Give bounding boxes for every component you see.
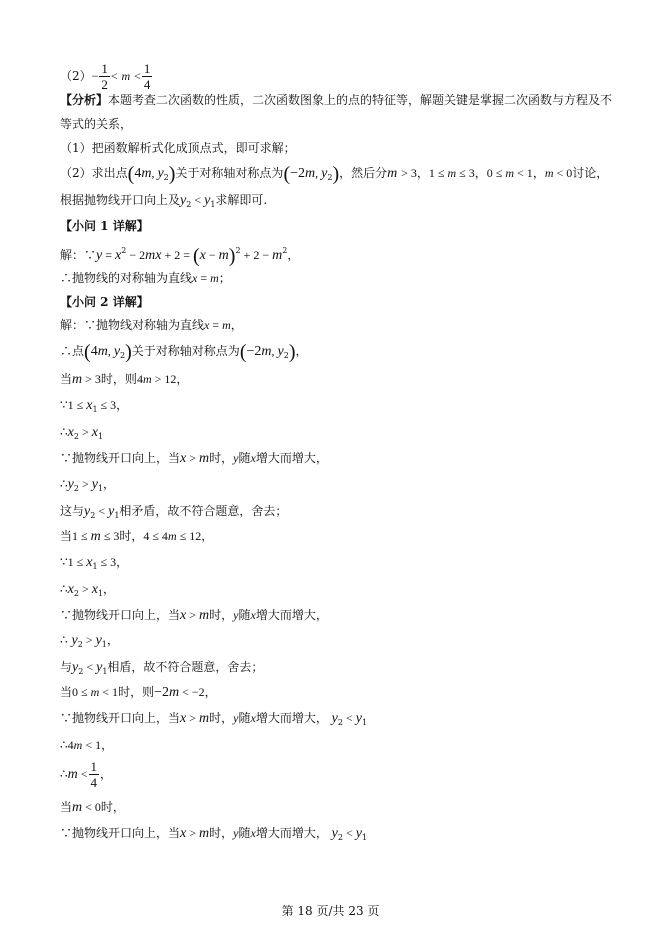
text: 增大而增大， bbox=[255, 711, 328, 725]
label: （2） bbox=[60, 69, 92, 83]
case-3-result: ∴m < $\frac{1}{4}$ ， bbox=[60, 759, 113, 790]
text: ∵抛物线开口向上，当 bbox=[60, 826, 181, 840]
case-2-since: ∵1 ≤ $x_1 \le 3$， bbox=[60, 555, 129, 571]
heading: 【小问 2 详解】 bbox=[60, 295, 149, 309]
text: 随 bbox=[238, 451, 251, 465]
case-1-contradiction: 这与$y_2 < y_1$相矛盾，故不符合题意，舍去； bbox=[60, 504, 288, 520]
text: 与 bbox=[60, 660, 73, 674]
text: 解：∵ bbox=[60, 248, 97, 262]
text: 随 bbox=[238, 608, 251, 622]
text: ∴ bbox=[60, 582, 68, 596]
text: 根据抛物线开口向上及 bbox=[60, 193, 181, 207]
axis-line: ∴抛物线的对称轴为直线x = m； bbox=[60, 271, 231, 285]
text: ∴ bbox=[60, 633, 68, 647]
text: 当 bbox=[60, 800, 73, 814]
case-2-line: 当1 ≤ m ≤ 3时，4 ≤ 4m ≤ 12， bbox=[60, 529, 214, 544]
case-1-line: 当m > 3时，则4m > 12， bbox=[60, 372, 189, 387]
text: 关于对称轴对称点为 bbox=[131, 344, 240, 358]
text: 时， bbox=[100, 800, 125, 814]
text: 时， bbox=[209, 711, 234, 725]
analysis-heading: 【分析】 bbox=[60, 93, 109, 107]
q1-solution: 解：∵y = $x^2 - 2mx + 2 = (x - m)^2 + 2 - m^2$， bbox=[60, 245, 300, 267]
symmetric-point: ∴点(4m, $y_2$)关于对称轴对称点为(−2m, $y_2$)， bbox=[60, 341, 308, 363]
case-4-opens-up: ∵抛物线开口向上，当x > m时，y随x增大而增大， $y_2 < y_1$ bbox=[60, 826, 368, 842]
text: ∵抛物线开口向上，当 bbox=[60, 451, 181, 465]
text: 解：∵抛物线对称轴为直线 bbox=[60, 318, 205, 332]
case-3-line: 当0 ≤ m < 1时，则−2m < −2， bbox=[60, 685, 217, 700]
text: ∴ bbox=[60, 477, 68, 491]
case-2-opens-up: ∵抛物线开口向上，当x > m时，y随x增大而增大， bbox=[60, 608, 328, 623]
text: ∴ bbox=[60, 767, 68, 781]
answer-range: （2）− $\frac{1}{2}$ < m < $\frac{1}{4}$ bbox=[60, 61, 151, 92]
q2-solution: 解：∵抛物线对称轴为直线x = m， bbox=[60, 318, 243, 332]
text: ∴点 bbox=[60, 344, 85, 358]
text: 时， bbox=[209, 451, 234, 465]
text: 这与 bbox=[60, 504, 85, 518]
text: ∵ bbox=[60, 398, 68, 412]
text: 相盾，故不符合题意，舍去； bbox=[107, 660, 264, 674]
case-2-contradiction: 与$y_2 < y_1$相盾，故不符合题意，舍去； bbox=[60, 660, 264, 676]
step-1 bbox=[60, 141, 296, 155]
text: 时， bbox=[119, 529, 144, 543]
text: ∴抛物线的对称轴为直线 bbox=[60, 271, 193, 285]
text: 等式的关系， bbox=[60, 117, 133, 131]
text: 本题考查二次函数的性质，二次函数图象上的点的特征等，解题关键是掌握二次函数与方程及不 bbox=[108, 93, 613, 107]
text: ，然后分 bbox=[339, 166, 388, 180]
case-1-result: $\therefore y_2 > y_1$， bbox=[60, 477, 116, 493]
text: 当 bbox=[60, 529, 73, 543]
analysis-line-2 bbox=[60, 117, 132, 131]
text: 增大而增大， bbox=[255, 608, 328, 622]
text: 时，则 bbox=[100, 372, 137, 386]
page-footer: 第 18 页/共 23 页 bbox=[281, 904, 380, 918]
text: ∵ bbox=[60, 555, 68, 569]
step-2: （2）求出点(4m, $y_2$)关于对称轴对称点为(−2m, $y_2$)，然后分m > 3，1 ≤ m ≤ 3，0 ≤ m < 1，m < 0讨论， bbox=[60, 163, 609, 185]
case-1-opens-up: ∵抛物线开口向上，当x > m时，y随x增大而增大， bbox=[60, 451, 328, 466]
analysis-line-1 bbox=[60, 93, 612, 107]
case-3-therefore: ∴4m < 1， bbox=[60, 738, 114, 752]
text: 时， bbox=[209, 608, 234, 622]
text: 时， bbox=[209, 826, 234, 840]
text: ∴ bbox=[60, 738, 68, 752]
text: 增大而增大， bbox=[255, 826, 328, 840]
case-4-line: 当m < 0时， bbox=[60, 800, 125, 815]
q1-heading bbox=[60, 219, 149, 233]
q2-heading bbox=[60, 295, 149, 309]
text: 相矛盾，故不符合题意，舍去； bbox=[119, 504, 288, 518]
case-1-since: ∵1 ≤ $x_1 \le 3$， bbox=[60, 398, 129, 414]
text: 求解即可. bbox=[215, 193, 268, 207]
heading: 【小问 1 详解】 bbox=[60, 219, 149, 233]
case-1-therefore: $\therefore x_2 > x_1$ bbox=[60, 425, 104, 441]
text: 讨论， bbox=[572, 166, 609, 180]
text: ∵抛物线开口向上，当 bbox=[60, 608, 181, 622]
case-2-therefore: $\therefore x_2 > x_1$， bbox=[60, 582, 116, 598]
text: 关于对称轴对称点为 bbox=[175, 166, 284, 180]
text: 当 bbox=[60, 685, 73, 699]
text: 增大而增大， bbox=[255, 451, 328, 465]
text: 随 bbox=[238, 826, 251, 840]
text: 随 bbox=[238, 711, 251, 725]
case-3-opens-up: ∵抛物线开口向上，当x > m时，y随x增大而增大， $y_2 < y_1$ bbox=[60, 711, 368, 727]
case-2-result: ∴ $y_2 > y_1$， bbox=[60, 633, 119, 649]
text: 当 bbox=[60, 372, 73, 386]
text: ∴ bbox=[60, 425, 68, 439]
text: （1）把函数解析式化成顶点式，即可求解； bbox=[60, 141, 296, 155]
text: ∵抛物线开口向上，当 bbox=[60, 711, 181, 725]
step-3: 根据抛物线开口向上及$y_2 < y_1$求解即可. bbox=[60, 193, 268, 209]
text: （2）求出点 bbox=[60, 166, 128, 180]
text: 时，则 bbox=[118, 685, 155, 699]
